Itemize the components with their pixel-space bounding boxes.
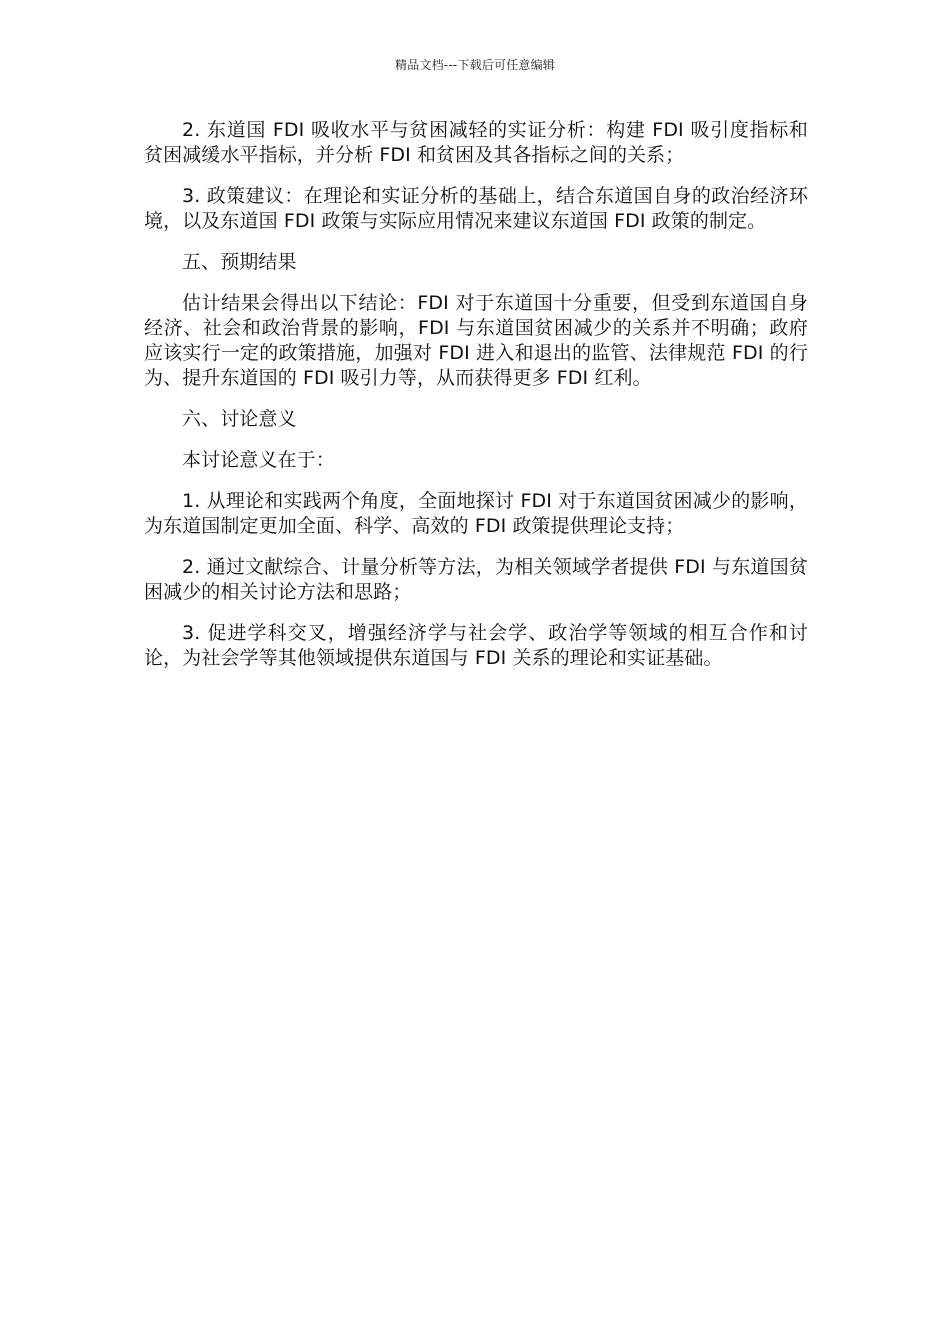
section-heading-expected-results: 五、预期结果 [182, 251, 297, 273]
page-header: 精品文档---下载后可任意编辑 [395, 58, 555, 72]
document-body [144, 118, 808, 687]
paragraph-empirical-analysis: 2. 东道国 FDI 吸收水平与贫困减轻的实证分析：构建 FDI 吸引度指标和贫困减缓水平指标，并分析 FDI 和贫困及其各指标之间的关系； [144, 119, 808, 166]
paragraph-significance-1: 1. 从理论和实践两个角度，全面地探讨 FDI 对于东道国贫困减少的影响，为东道国制定更加全面、科学、高效的 FDI 政策提供理论支持； [144, 490, 808, 537]
section-heading-significance: 六、讨论意义 [182, 408, 297, 430]
paragraph-significance-intro: 本讨论意义在于： [182, 449, 335, 471]
paragraph-significance-2: 2. 通过文献综合、计量分析等方法，为相关领域学者提供 FDI 与东道国贫困减少的相关讨论方法和思路； [144, 556, 808, 603]
paragraph-significance-3: 3. 促进学科交叉，增强经济学与社会学、政治学等领域的相互合作和讨论，为社会学等其他领域提供东道国与 FDI 关系的理论和实证基础。 [144, 622, 808, 669]
paragraph-expected-results: 估计结果会得出以下结论：FDI 对于东道国十分重要，但受到东道国自身经济、社会和政治背景的影响，FDI 与东道国贫困减少的关系并不明确；政府应该实行一定的政策措施，加强对 FDI 进入和退出的监管、法律规范 FDI 的行为、提升东道国的 FDI 吸引力等，从而获得更多 FDI 红利。 [144, 292, 808, 389]
paragraph-policy-suggestions: 3. 政策建议：在理论和实证分析的基础上，结合东道国自身的政治经济环境，以及东道国 FDI 政策与实际应用情况来建议东道国 FDI 政策的制定。 [144, 185, 808, 232]
